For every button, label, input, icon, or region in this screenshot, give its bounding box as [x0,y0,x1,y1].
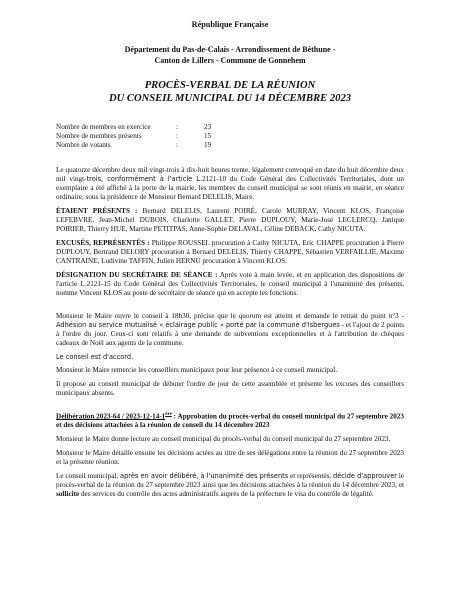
decisions-paragraph: Monsieur le Maire détaille ensuite les décisions actées au titre de ses délégations entre la réunion du 27 septembre 2023 et la présente réunion. [56,449,404,467]
departement-header [56,45,404,66]
document-title [56,79,404,105]
excuses-paragraph [56,239,404,266]
final-text-1: Le conseil municipal, [56,472,121,481]
excuses-text: Philippe ROUSSEL procuration à Cathy NICUTA, Eric CHAPPE procuration à Pierre DUPLOUY, Bertrand DELORY procuration à Bernard DELELIS, Thierry CHAPPE, Sébastien VERFAILLIE, Maxime CANTRAINE, Ludivine TAFFIN, Julien HERNU procuration à Vincent KLOS. [56,238,405,265]
intro-text-2: trois, conformément à l'article L. [86,174,203,183]
presents-label: ÉTAIENT PRÉSENTS : [56,206,138,215]
intro-text-1: Le quatorze décembre deux mil vingt-trois à dix-huit heures trente, légalement convoqué en date du huit décembre deux mil vingt- [56,165,404,183]
title-line-1: PROCÈS-VERBAL DE LA RÉUNION [144,80,316,92]
ouverture-text-3: - et l'ajout de 2 points à l'ordre du jour. Ceux-ci sont relatifs à une demande de subventions exceptionnelles et à l'attribution de chèques cadeaux de Noël aux agents de la commune. [56,320,405,347]
stat-colon: : [176,140,178,149]
stat-colon: : [176,131,178,140]
title-line-2: DU CONSEIL MUNICIPAL DU 14 DÉCEMBRE 2023 [108,93,352,105]
pv-paragraph: Monsieur le Maire donne lecture au conseil municipal du procès-verbal du conseil municipal du 27 septembre 2023. [56,435,391,444]
secretaire-text: Après vote à main levée, et en application des dispositions de l'article L.2121-15 du Code Général des Collectivités Territoriales, le conseil municipal à l'unanimité des présents, nomme Vincent KLOS au poste de secrétaire de séance qui en accepte les fonctions. [56,270,404,297]
stat-value: 23 [204,122,212,131]
presents-paragraph [56,207,404,234]
intro-paragraph [56,166,404,202]
final-text-6: sollicite [56,490,80,499]
ouverture-text-1: Monsieur le Maire ouvre le conseil à 18h30, précise que le quorum est atteint et demande le retrait du point n°3 - [56,311,404,320]
stat-row [56,123,404,132]
deliberation-ref: Délibération 2023-64 / 2023-12-14-1 [56,412,166,421]
intro-text-3: 2121-10 du Code Général des Collectivités Territoriales, dont un exemplaire a été affiché à la porte de la mairie, les membres du conseil municipal se sont réunis en mairie, en séance ordinaire, sous la présidence de Monsieur Bernard DELELIS, Maire. [56,174,404,201]
republique-header: République Française [191,20,269,29]
final-text-2: après en avoir délibéré, à l'unanimité des présents [120,472,289,481]
stat-value: 15 [204,131,212,140]
remerciements-paragraph: Monsieur le Maire remercie les conseillers municipaux pour leur présence à ce conseil municipal. [56,365,338,374]
stat-label: Nombre de votants [56,140,111,149]
stat-value: 19 [204,140,212,149]
presents-text: Bernard DELELIS, Laurent POIRÉ, Carole MURRAY, Vincent KLOS, Françoise LEFEBVRE, Jean-Michel DUBOIS, Charlotte GALLET, Pierre DUPLOUY, Marie-José LECLERCQ, Janique POIRIER, Thierry HUE, Martine PETITPAS, Anne-Sophie DELAVAL, Céline DEBACK, Cathy NICUTA. [56,206,405,233]
secretaire-label: DÉSIGNATION DU SECRÉTAIRE DE SÉANCE : [56,270,218,279]
stat-label: Nombre de membres présents [56,131,142,140]
ouverture-paragraph [56,312,404,348]
stat-row [56,132,404,141]
stat-colon: : [176,122,178,131]
excuses-label: EXCUSÉS, REPRÉSENTÉS : [56,238,150,247]
departement-line-2: Canton de Lillers - Commune de Gonnehem [154,55,306,65]
final-text-7: des services du contrôle des actes administratifs auprès de la préfecture le visa du contrôle de légalité. [79,490,374,499]
deliberation-ref-sup: ère [165,411,172,417]
final-paragraph [56,472,404,499]
membres-stats [56,123,404,150]
stat-row [56,141,404,150]
final-text-4: décide d'approuver [333,472,397,481]
deliberation-heading [56,412,404,430]
final-text-3: et représentés, [288,472,334,481]
stat-label: Nombre de membres en exercice [56,122,151,131]
accord-paragraph: Le conseil est d'accord. [56,352,134,361]
deliberation-text: : Approbation du procès-verbal du conseil municipal du 27 septembre 2023 et des décisions attachées à la réunion de conseil du 14 décembre 2023 [56,412,404,430]
ouverture-point-retire: Adhésion au service mutualisé « éclairage public » porté par la commune d'Isbergues [56,320,340,329]
secretaire-paragraph [56,271,404,298]
final-text-5: le procès-verbal de la réunion du 27 septembre 2023 ainsi que les décisions attachées à la réunion du 14 décembre 2023, et [56,472,405,490]
proposition-paragraph: Il propose au conseil municipal de débuter l'ordre de jour de cette assemblée et présente les excuses des conseillers municipaux absents. [56,379,404,397]
departement-line-1: Département du Pas-de-Calais - Arrondissement de Béthune - [124,45,336,55]
